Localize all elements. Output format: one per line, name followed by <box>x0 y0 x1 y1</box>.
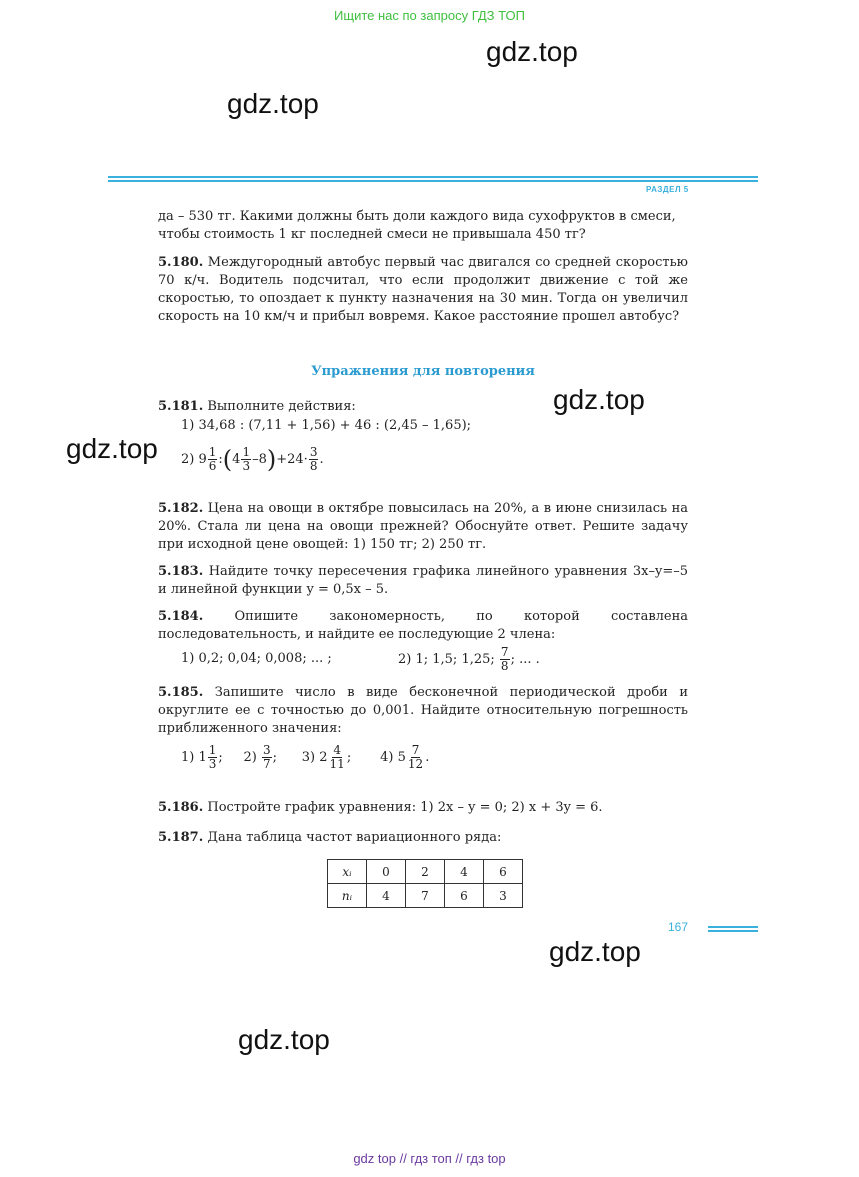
problem-5-181-item2: 2) 9 $\frac{1}{6}$ :(4 $\frac{1}{3}$ –8)+24· $\frac{3}{8}$ . <box>181 445 324 474</box>
search-hint-link[interactable]: Ищите нас по запросу ГДЗ ТОП <box>334 8 525 23</box>
problem-5-185-items: 1) 1 $\frac{1}{3}$ ; 2) $\frac{3}{7}$ ; 3) 2 $\frac{4}{11}$ ; 4) 5 $\frac{7}{12}$ . <box>181 743 430 771</box>
footer-rule <box>708 930 758 932</box>
table-cell: 3 <box>484 884 523 908</box>
table-cell: 4 <box>445 860 484 884</box>
continuation-text: да – 530 тг. Какими должны быть доли каждого вида сухофруктов в смеси, чтобы стоимость 1 кг последней смеси не привышала 450 тг? <box>158 209 676 242</box>
problem-5-182: 5.182. Цена на овощи в октябре повысилась на 20%, а в июне снизилась на 20%. Стала ли цена на овощи прежней? Обоснуйте ответ. Решите задачу при исходной цене овощей: 1) 150 тг; 2) 250 тг. <box>158 501 688 552</box>
frequency-table <box>327 859 523 908</box>
table-row <box>328 884 523 908</box>
table-cell: xᵢ <box>328 860 367 884</box>
table-cell: 7 <box>406 884 445 908</box>
problem-5-181-item1: 1) 34,68 : (7,11 + 1,56) + 46 : (2,45 – 1,65); <box>181 418 472 433</box>
review-heading: Упражнения для повторения <box>311 364 535 379</box>
problem-5-184-seq1: 1) 0,2; 0,04; 0,008; ... ; <box>181 651 332 666</box>
table-cell: 6 <box>484 860 523 884</box>
watermark: gdz.top <box>553 384 645 415</box>
header-rule <box>108 180 758 182</box>
footer-rule <box>708 926 758 928</box>
header-rule <box>108 176 758 178</box>
footer-links[interactable]: gdz top // гдз топ // гдз top <box>353 1151 506 1166</box>
problem-5-184-seq2: 2) 1; 1,5; 1,25; $\frac{7}{8}$ ; ... . <box>398 645 540 673</box>
problem-5-181: 5.181. Выполните действия: <box>158 399 356 414</box>
table-cell: 0 <box>367 860 406 884</box>
page-number: 167 <box>668 920 689 934</box>
watermark: gdz.top <box>549 936 641 967</box>
section-label: РАЗДЕЛ 5 <box>646 185 689 194</box>
watermark: gdz.top <box>486 36 578 67</box>
problem-5-187: 5.187. Дана таблица частот вариационного ряда: <box>158 830 502 845</box>
watermark: gdz.top <box>66 433 158 464</box>
table-cell: nᵢ <box>328 884 367 908</box>
problem-5-184: 5.184. Опишите закономерность, по которой составлена последовательность, и найдите ее последующие 2 члена: <box>158 609 689 642</box>
table-cell: 2 <box>406 860 445 884</box>
watermark: gdz.top <box>238 1024 330 1055</box>
problem-5-180: 5.180. Междугородный автобус первый час двигался со средней скоростью 70 к/ч. Водитель подсчитал, что если продолжит движение с той же скоростью, то опоздает к пункту назначения на 30 мин. Тогда он увеличил скорость на 10 км/ч и прибыл вовремя. Какое расстояние прошел автобус? <box>158 255 688 324</box>
watermark: gdz.top <box>227 88 319 119</box>
table-row <box>328 860 523 884</box>
problem-5-183: 5.183. Найдите точку пересечения графика линейного уравнения 3x–y=–5 и линейной функции y = 0,5x – 5. <box>158 564 688 597</box>
table-cell: 4 <box>367 884 406 908</box>
problem-5-186: 5.186. Постройте график уравнения: 1) 2x – y = 0; 2) x + 3y = 6. <box>158 800 603 815</box>
problem-5-185: 5.185. Запишите число в виде бесконечной периодической дроби и округлите ее с точностью до 0,001. Найдите относительную погрешность приближенного значения: <box>158 685 688 736</box>
table-cell: 6 <box>445 884 484 908</box>
